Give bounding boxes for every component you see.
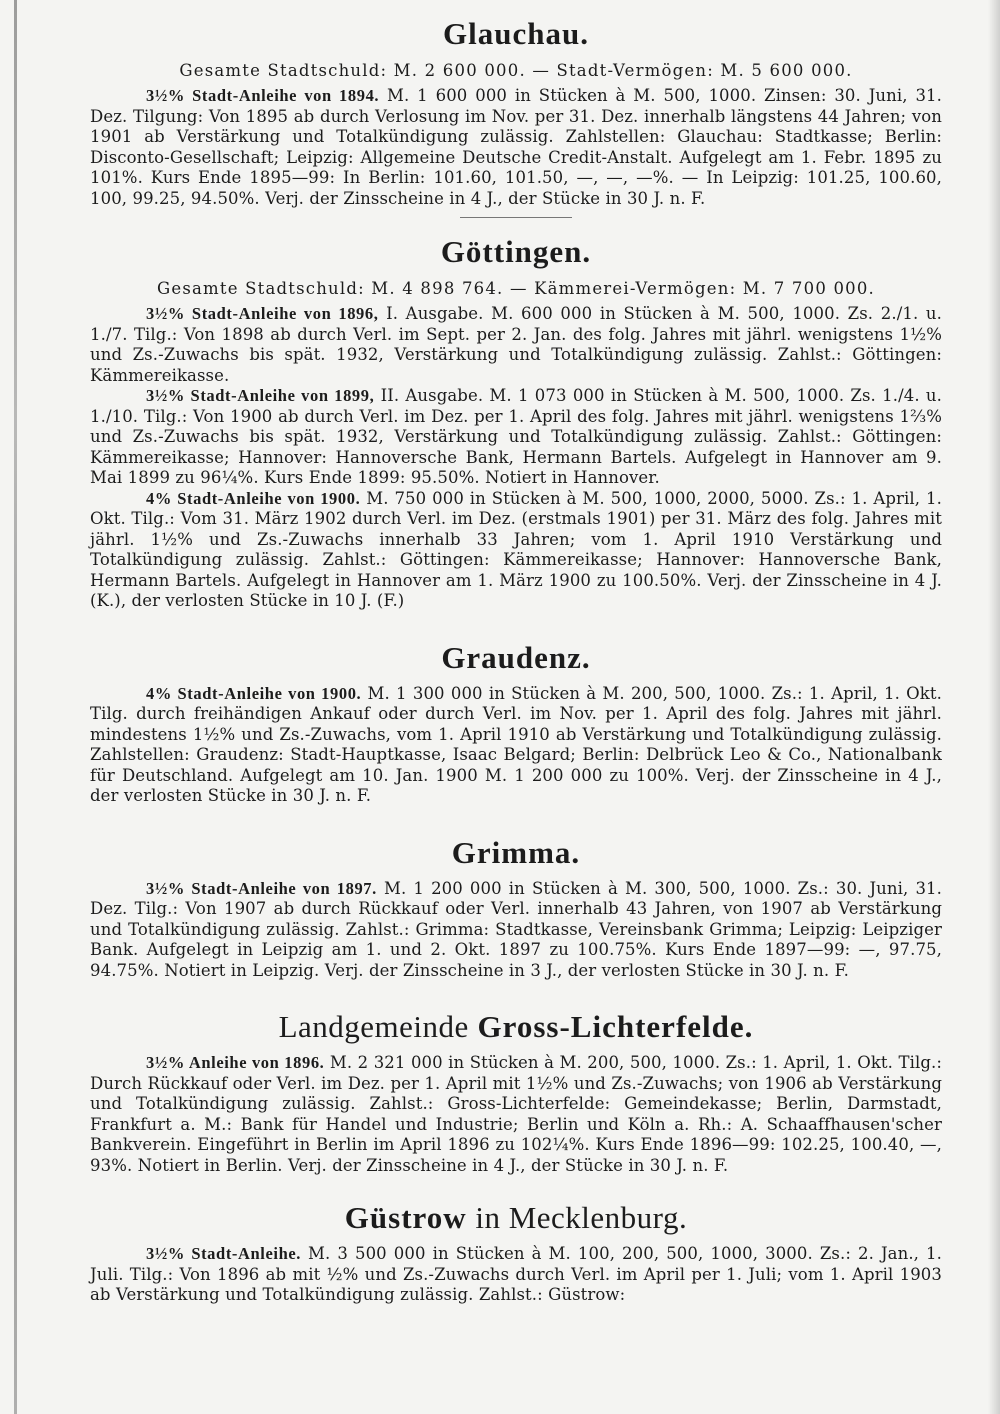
loan-text: M. 1 600 000 in Stücken à M. 500, 1000. Zinsen: 30. Juni, 31. Dez. Tilgung: Von 1895 ab durch Verlosung im Nov. per 31. Dez. innerhalb längstens 44 Jahren; von 1901 ab Verstärkung und Totalkündigung zulässig. Zahlstellen: Glauchau: Stadtkasse; Berlin: Disconto-Gesellschaft; Leipzig: Allgemeine Deutsche Credit-Anstalt. Aufgelegt am 1. Febr. 1895 zu 101%. Kurs Ende 1895—99: In Berlin: 101.60, 101.50, —, —, —%. — In Leipzig: 101.25, 100.60, 100, 99.25, 94.50%. Verj. der Zinsscheine in 4 J., der Stücke in 30 J. n. F. <box>90 86 942 208</box>
loan-title: 3½% Stadt-Anleihe. <box>146 1244 302 1263</box>
section-divider <box>460 217 572 218</box>
section-spacer <box>90 807 942 833</box>
loan-text: M. 750 000 in Stücken à M. 500, 1000, 2000, 5000. Zs.: 1. April, 1. Okt. Tilg.: Vom 31. März 1902 durch Verl. im Dez. (erstmals 1901) per 31. März des folg. Jahres mit jährl. 1½% und Zs.-Zuwachs innerhalb 33 Jahren; vom 1. April 1910 Verstärkung und Totalkündigung zulässig. Zahlst.: Göttingen: Kämmereikasse; Hannover: Hannoversche Bank, Hermann Bartels. Aufgelegt in Hannover am 1. März 1900 zu 100.50%. Verj. der Zinsscheine in 4 J. (K.), der verlosten Stücke in 10 J. (F.) <box>90 488 942 610</box>
section-heading-guestrow: Güstrow in Mecklenburg. <box>344 1200 688 1235</box>
loan-text: M. 3 500 000 in Stücken à M. 100, 200, 500, 1000, 3000. Zs.: 2. Jan., 1. Juli. Tilg.: Von 1896 ab mit ½% und Zs.-Zuwachs durch Verl. im April per 1. Juli; vom 1. April 1903 ab Verstärkung und Totalkündigung zulässig. Zahlst.: Güstrow: <box>90 1244 942 1304</box>
loan-text: M. 2 321 000 in Stücken à M. 200, 500, 1000. Zs.: 1. April, 1. Okt. Tilg.: Durch Rückkauf oder Verl. im Dez. per 1. April mit 1½% und Zs.-Zuwachs; von 1906 ab Verstärkung und Totalkündigung zulässig. Zahlst.: Gross-Lichterfelde: Gemeindekasse; Berlin, Darmstadt, Frankfurt a. M.: Bank für Handel und Industrie; Berlin und Köln a. Rh.: A. Schaaffhausen'scher Bankverein. Eingeführt in Berlin im April 1896 zu 102¼%. Kurs Ende 1896—99: 102.25, 100.40, —, 93%. Notiert in Berlin. Verj. der Zinsscheine in 4 J., der Stücke in 30 J. n. F. <box>90 1053 942 1175</box>
loan-title: 3½% Stadt-Anleihe von 1899, <box>146 386 375 405</box>
loan-entry <box>90 684 942 807</box>
loan-text: II. Ausgabe. M. 1 073 000 in Stücken à M. 500, 1000. Zs. 1./4. u. 1./10. Tilg.: Von 1900 ab durch Verl. im Dez. per 1. April des folg. Jahres mit jährl. wenigstens 1⅔% und Zs.-Zuwachs bis spät. 1932, Verstärkung und Totalkündigung zulässig. Zahlst.: Göttingen: Kämmereikasse; Hannover: Hannoversche Bank, Hermann Bartels. Aufgelegt in Hannover am 9. Mai 1899 zu 96¼%. Kurs Ende 1899: 95.50%. Notiert in Hannover. <box>90 386 942 487</box>
loan-entry <box>90 489 942 612</box>
section-spacer <box>90 981 942 1007</box>
section-heading-graudenz: Graudenz. <box>441 639 591 675</box>
loan-entry <box>90 304 942 386</box>
loan-entry <box>90 879 942 982</box>
loan-title: 3½% Stadt-Anleihe von 1896, <box>146 304 379 323</box>
loan-text: M. 1 300 000 in Stücken à M. 200, 500, 1000. Zs.: 1. April, 1. Okt. Tilg. durch freihändigen Ankauf oder durch Verl. im Nov. per 1. April des folg. Jahres mit jährl. mindestens 1½% und Zs.-Zuwachs, vom 1. April 1910 ab Verstärkung und Totalkündigung zulässig. Zahlstellen: Graudenz: Stadt-Hauptkasse, Isaac Belgard; Berlin: Delbrück Leo & Co., Nationalbank für Deutschland. Aufgelegt am 10. Jan. 1900 M. 1 200 000 zu 100%. Verj. der Zinsscheine in 4 J., der verlosten Stücke in 30 J. n. F. <box>90 683 942 805</box>
section-spacer <box>90 1176 942 1198</box>
loan-entry <box>90 86 942 209</box>
loan-title: 3½% Stadt-Anleihe von 1894. <box>146 86 380 105</box>
loan-entry <box>90 1053 942 1176</box>
section-heading-gross-lichterfelde: Landgemeinde Gross-Lichterfelde. <box>278 1009 754 1044</box>
section-heading-glauchau: Glauchau. <box>443 16 589 51</box>
loan-text: M. 1 200 000 in Stücken à M. 300, 500, 1000. Zs.: 30. Juni, 31. Dez. Tilg.: Von 1907 ab durch Rückkauf oder Verl. innerhalb 43 Jahren, von 1907 ab Verstärkung und Totalkündigung zulässig. Zahlst.: Grimma: Stadtkasse, Vereinsbank Grimma; Leipzig: Leipziger Bank. Aufgelegt in Leipzig am 1. und 2. Okt. 1897 zu 100.75%. Kurs Ende 1897—99: —, 97.75, 94.75%. Notiert in Leipzig. Verj. der Zinsscheine in 3 J., der verlosten Stücke in 30 J. n. F. <box>90 878 942 980</box>
loan-entry <box>90 1244 942 1306</box>
loan-entry <box>90 386 942 489</box>
debt-summary-glauchau: Gesamte Stadtschuld: M. 2 600 000. — Stadt-Vermögen: M. 5 600 000. <box>179 61 853 80</box>
section-spacer <box>90 612 942 638</box>
loan-title: 3½% Stadt-Anleihe von 1897. <box>146 878 377 898</box>
section-heading-grimma: Grimma. <box>451 834 581 870</box>
debt-summary-goettingen: Gesamte Stadtschuld: M. 4 898 764. — Kämmerei-Vermögen: M. 7 700 000. <box>156 279 876 298</box>
loan-text: I. Ausgabe. M. 600 000 in Stücken à M. 500, 1000. Zs. 2./1. u. 1./7. Tilg.: Von 1898 ab durch Verl. im Sept. per 2. Jan. des folg. Jahres mit jährl. wenigstens 1½% und Zs.-Zuwachs bis spät. 1932, Verstärkung und Totalkündigung zulässig. Zahlst.: Göttingen: Kämmereikasse. <box>90 304 942 385</box>
loan-title: 4% Stadt-Anleihe von 1900. <box>146 488 361 508</box>
section-heading-goettingen: Göttingen. <box>440 234 592 269</box>
loan-title: 3½% Anleihe von 1896. <box>146 1053 325 1072</box>
loan-title: 4% Stadt-Anleihe von 1900. <box>146 683 362 703</box>
